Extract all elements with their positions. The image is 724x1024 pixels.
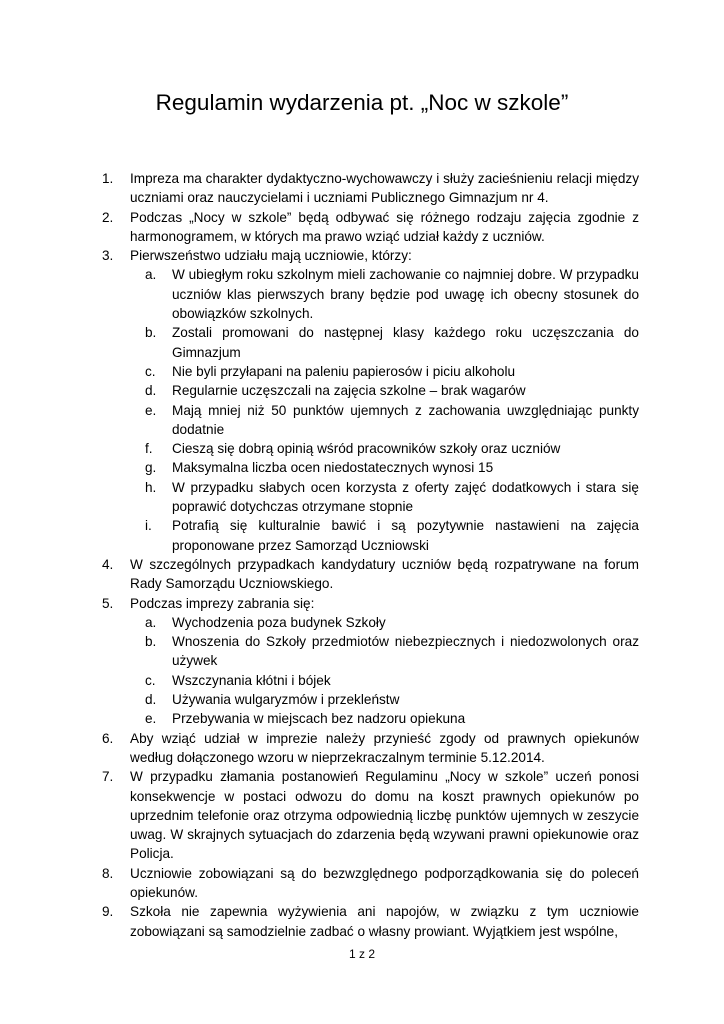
subitem-3b xyxy=(145,323,639,362)
subitem-text: Cieszą się dobrą opinią wśród pracowników szkoły oraz uczniów xyxy=(172,441,561,457)
subitem-letter: d. xyxy=(145,692,157,708)
rule-number: 7. xyxy=(102,769,114,785)
rule-item-9 xyxy=(102,902,639,941)
rule-text: Podczas imprezy zabrania się: xyxy=(130,595,315,611)
subitem-text: Przebywania w miejscach bez nadzoru opiekuna xyxy=(172,711,466,727)
subitem-text: Nie byli przyłapani na paleniu papierosów i piciu alkoholu xyxy=(172,363,516,379)
rule-item-8 xyxy=(102,864,639,903)
subitem-5a xyxy=(145,613,639,632)
rule-text: Impreza ma charakter dydaktyczno-wychowawczy i służy zacieśnieniu relacji między uczniami oraz nauczycielami i uczniami Publicznego Gimnazjum nr 4. xyxy=(130,171,639,206)
subitem-letter: b. xyxy=(145,634,157,650)
subitem-text: Potrafią się kulturalnie bawić i są pozytywnie nastawieni na zajęcia proponowane przez Samorząd Uczniowski xyxy=(172,518,639,553)
subitem-5d xyxy=(145,690,639,709)
rule-item-1 xyxy=(102,169,639,208)
rule-text: Uczniowie zobowiązani są do bezwzględnego podporządkowania się do poleceń opiekunów. xyxy=(130,865,639,900)
rule-text: Pierwszeństwo udziału mają uczniowie, którzy: xyxy=(130,248,412,264)
rule-number: 2. xyxy=(102,209,114,225)
subitem-letter: a. xyxy=(145,267,157,283)
subitem-letter: c. xyxy=(145,672,156,688)
subitem-letter: e. xyxy=(145,402,157,418)
subitem-text: Maksymalna liczba ocen niedostatecznych wynosi 15 xyxy=(172,460,494,476)
subitem-5e xyxy=(145,709,639,728)
subitem-text: W ubiegłym roku szkolnym mieli zachowanie co najmniej dobre. W przypadku uczniów klas pierwszych brany będzie pod uwagę ich obecny stosunek do obowiązków szkolnych. xyxy=(172,267,639,322)
subitem-3d xyxy=(145,381,639,400)
subitem-5b xyxy=(145,632,639,671)
subitem-3h xyxy=(145,478,639,517)
rule-text: Szkoła nie zapewnia wyżywienia ani napojów, w związku z tym uczniowie zobowiązani są samodzielnie zadbać o własny prowiant. Wyjątkiem jest wspólne, xyxy=(130,904,639,939)
rule-item-7 xyxy=(102,767,639,863)
subitem-letter: f. xyxy=(145,441,153,457)
subitem-letter: a. xyxy=(145,614,157,630)
page-number: 1 z 2 xyxy=(348,947,375,961)
rule-number: 3. xyxy=(102,248,114,264)
subitem-3c xyxy=(145,362,639,381)
rules-list xyxy=(102,169,639,941)
subitem-3i xyxy=(145,516,639,555)
subitem-3e xyxy=(145,401,639,440)
document-title: Regulamin wydarzenia pt. „Noc w szkole” xyxy=(155,90,569,115)
rule-item-5 xyxy=(102,594,639,613)
rule-number: 4. xyxy=(102,556,114,572)
subitem-text: Używania wulgaryzmów i przekleństw xyxy=(172,692,400,708)
subitem-3a xyxy=(145,265,639,323)
rule-item-4 xyxy=(102,555,639,594)
subitem-text: Wszczynania kłótni i bójek xyxy=(172,672,331,688)
rule-text: Podczas „Nocy w szkole” będą odbywać się różnego rodzaju zajęcia zgodnie z harmonogramem, w których ma prawo wziąć udział każdy z uczniów. xyxy=(130,209,639,244)
subitem-3g xyxy=(145,458,639,477)
rule-number: 6. xyxy=(102,730,114,746)
subitem-text: W przypadku słabych ocen korzysta z oferty zajęć dodatkowych i stara się poprawić dotychczas otrzymane stopnie xyxy=(172,479,639,515)
rule-item-6 xyxy=(102,729,639,768)
rule-number: 8. xyxy=(102,865,114,881)
subitem-letter: d. xyxy=(145,383,157,399)
subitem-letter: c. xyxy=(145,363,156,379)
rule-item-3 xyxy=(102,246,639,265)
subitem-text: Wychodzenia poza budynek Szkoły xyxy=(172,614,386,630)
subitem-letter: i. xyxy=(145,518,152,534)
subitem-text: Mają mniej niż 50 punktów ujemnych z zachowania uwzględniając punkty dodatnie xyxy=(172,402,639,437)
subitem-3f xyxy=(145,439,639,458)
rule-number: 1. xyxy=(102,171,114,186)
rule-number: 9. xyxy=(102,904,114,920)
subitem-5c xyxy=(145,671,639,690)
rule-text: W przypadku złamania postanowień Regulaminu „Nocy w szkole” uczeń ponosi konsekwencje w postaci odwozu do domu na koszt prawnych opiekunów po uprzednim telefonie oraz otrzyma odpowiednią liczbę punktów ujemnych w zeszycie uwag. W skrajnych sytuacjach do zdarzenia będą wzywani prawni opiekunowie oraz Policja. xyxy=(130,769,639,862)
rule-text: W szczególnych przypadkach kandydatury uczniów będą rozpatrywane na forum Rady Samorządu Uczniowskiego. xyxy=(130,556,639,592)
subitem-text: Regularnie uczęszczali na zajęcia szkolne – brak wagarów xyxy=(172,383,526,399)
subitem-letter: e. xyxy=(145,711,157,727)
subitem-letter: b. xyxy=(145,325,157,341)
rule-text: Aby wziąć udział w imprezie należy przynieść zgody od prawnych opiekunów według dołączonego wzoru w nieprzekraczalnym terminie 5.12.2014. xyxy=(130,730,639,765)
subitem-text: Wnoszenia do Szkoły przedmiotów niebezpiecznych i niedozwolonych oraz używek xyxy=(172,634,639,669)
subitem-letter: h. xyxy=(145,479,157,495)
rule-item-2 xyxy=(102,208,639,247)
rule-number: 5. xyxy=(102,595,114,611)
subitem-text: Zostali promowani do następnej klasy każdego roku uczęszczania do Gimnazjum xyxy=(172,325,639,360)
subitem-letter: g. xyxy=(145,460,157,476)
